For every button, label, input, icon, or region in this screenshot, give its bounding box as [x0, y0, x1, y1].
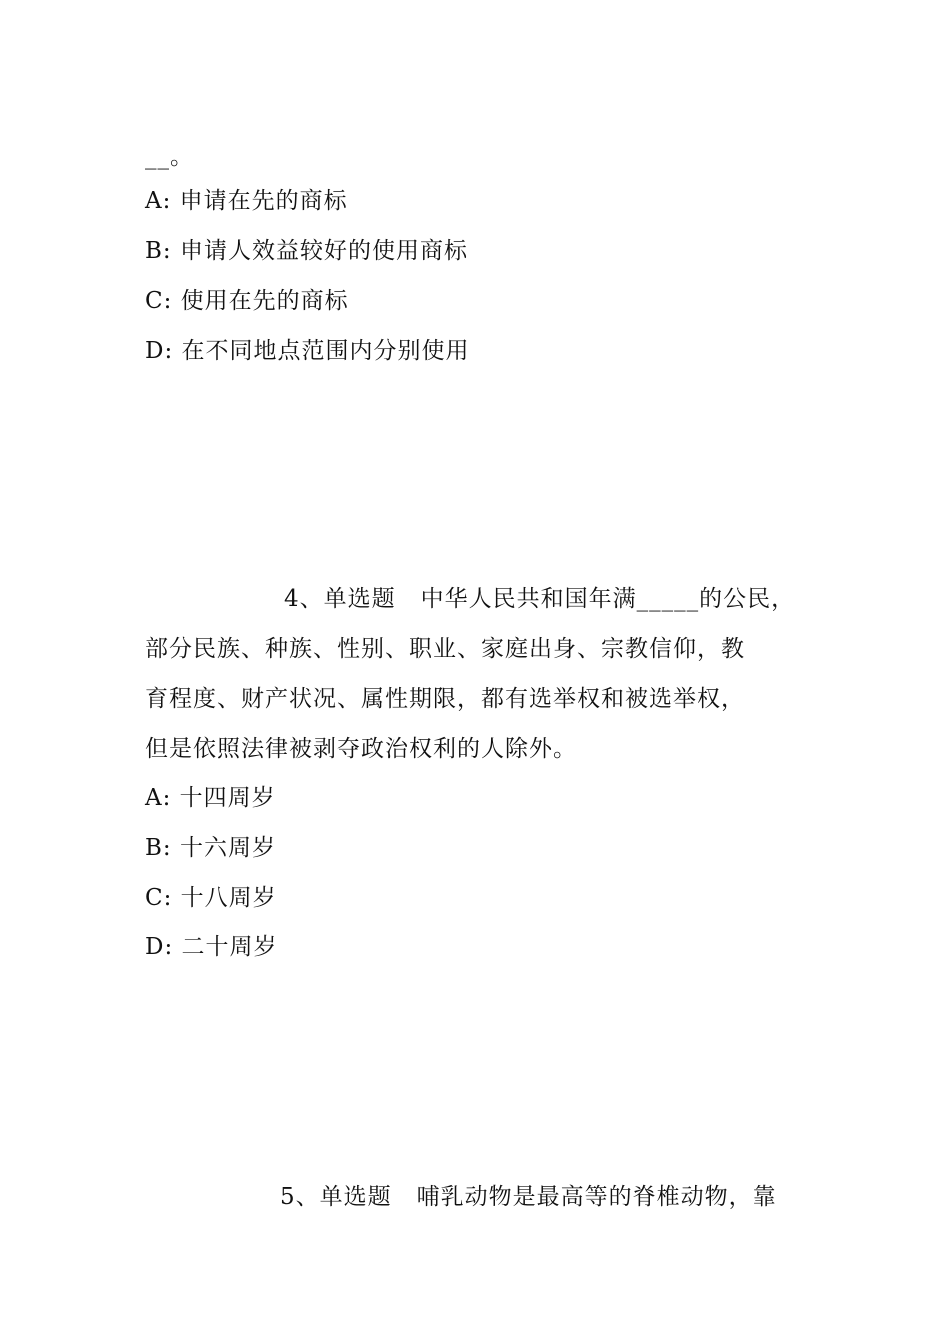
option-text: 十八周岁	[180, 885, 277, 911]
option-a	[145, 186, 348, 216]
option-label: B:	[145, 835, 172, 861]
option-c	[145, 286, 349, 316]
option-label: C:	[145, 885, 173, 911]
option-label: C:	[145, 288, 173, 314]
option-text: 在不同地点范围内分别使用	[181, 338, 470, 364]
option-b	[145, 236, 468, 266]
question-4-header	[284, 584, 795, 614]
question-stem-line-1: 哺乳动物是最高等的脊椎动物，靠	[416, 1184, 777, 1210]
question-stem-line-3: 育程度、财产状况、属性期限，都有选举权和被选举权，	[145, 686, 745, 712]
question-5-header	[280, 1182, 777, 1212]
option-label: A:	[145, 188, 172, 214]
option-text: 二十周岁	[181, 934, 278, 960]
question-number: 4、单选题	[284, 586, 396, 612]
option-label: D:	[145, 934, 174, 960]
option-a	[145, 783, 276, 813]
option-c	[145, 883, 277, 913]
option-text: 十四周岁	[179, 785, 276, 811]
option-label: A:	[145, 785, 172, 811]
question-number: 5、单选题	[280, 1184, 392, 1210]
option-d	[145, 932, 278, 962]
question-stem-line-4: 但是依照法律被剥夺政治权利的人除外。	[145, 736, 577, 762]
question-stem-line-2: 部分民族、种族、性别、职业、家庭出身、宗教信仰，教	[145, 636, 745, 662]
option-text: 十六周岁	[179, 835, 276, 861]
option-label: B:	[145, 238, 172, 264]
option-d	[145, 336, 470, 366]
option-b	[145, 833, 276, 863]
option-text: 使用在先的商标	[180, 288, 349, 314]
option-label: D:	[145, 338, 174, 364]
option-text: 申请在先的商标	[179, 188, 348, 214]
question-3-stem-tail: __。	[145, 144, 194, 170]
option-text: 申请人效益较好的使用商标	[179, 238, 468, 264]
question-stem-line-1: 中华人民共和国年满_____的公民，	[420, 586, 796, 612]
